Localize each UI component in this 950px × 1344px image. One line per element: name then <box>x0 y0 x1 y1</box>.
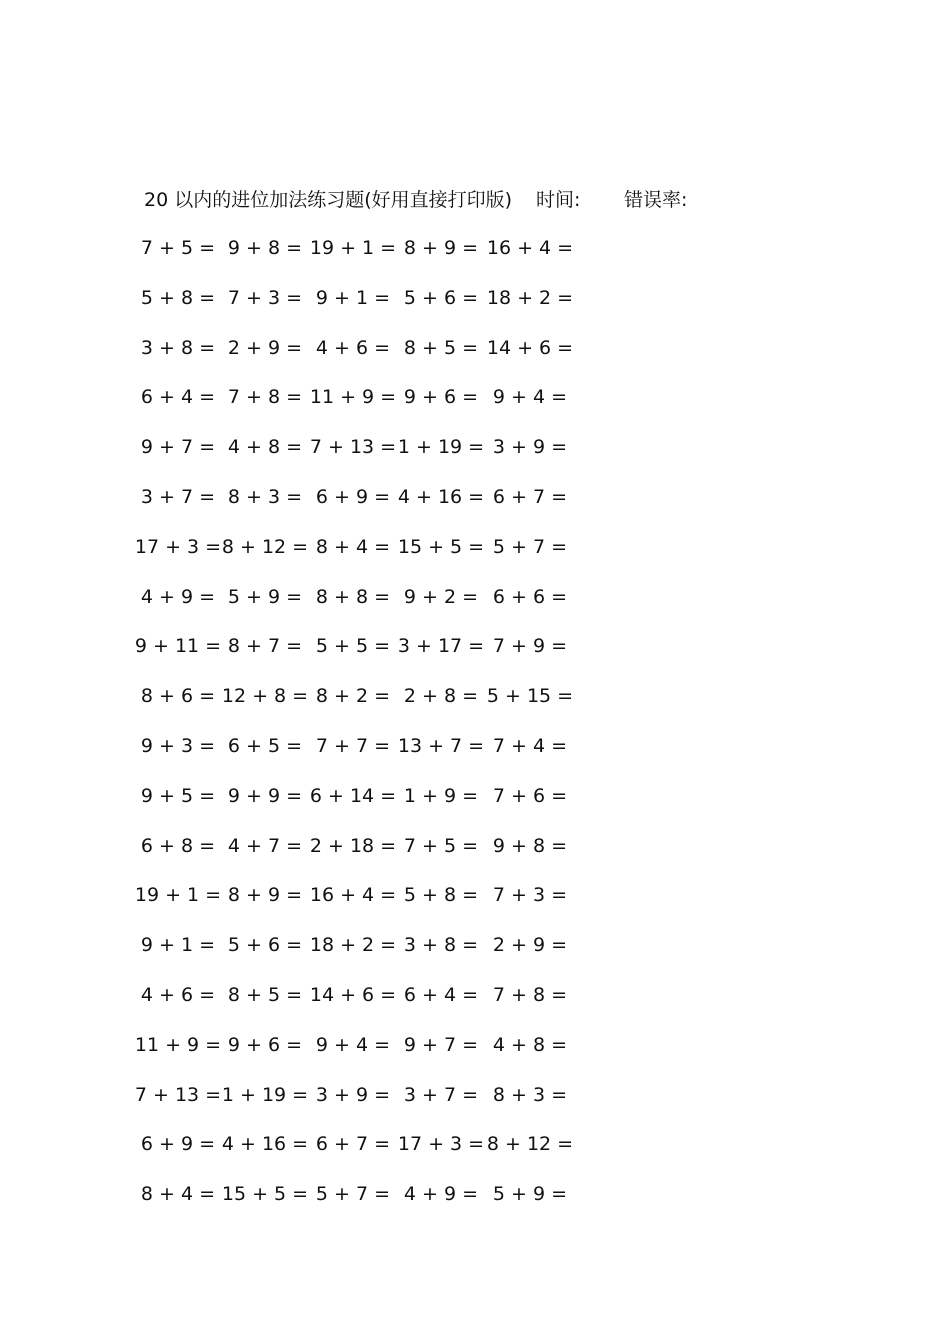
addition-problem: 5 + 8 = <box>403 884 479 907</box>
problem-row <box>0 631 950 661</box>
problem-row <box>0 1030 950 1060</box>
addition-problem: 4 + 16 = <box>397 486 485 508</box>
addition-problem: 8 + 4 = <box>140 1183 216 1206</box>
addition-problem: 7 + 9 = <box>492 635 568 658</box>
addition-problem: 5 + 7 = <box>492 535 568 558</box>
addition-problem: 14 + 6 = <box>309 984 397 1006</box>
addition-problem: 9 + 3 = <box>140 735 216 757</box>
addition-problem: 14 + 6 = <box>486 336 574 359</box>
addition-problem: 4 + 6 = <box>140 984 216 1006</box>
addition-problem: 5 + 7 = <box>315 1183 391 1206</box>
problem-row <box>0 233 950 263</box>
addition-problem: 8 + 12 = <box>221 535 309 558</box>
problem-row <box>0 482 950 512</box>
addition-problem: 9 + 2 = <box>403 585 479 608</box>
addition-problem: 9 + 6 = <box>227 1033 303 1056</box>
addition-problem: 12 + 8 = <box>221 685 309 708</box>
addition-problem: 5 + 9 = <box>492 1183 568 1206</box>
problem-row <box>0 382 950 412</box>
addition-problem: 4 + 8 = <box>492 1033 568 1056</box>
addition-problem: 16 + 4 = <box>486 237 574 259</box>
addition-problem: 17 + 3 = <box>134 535 222 558</box>
problem-row <box>0 432 950 462</box>
addition-problem: 7 + 5 = <box>140 237 216 259</box>
addition-problem: 7 + 8 = <box>492 984 568 1006</box>
worksheet-title: 20 以内的进位加法练习题(好用直接打印版) <box>144 189 513 211</box>
problem-row <box>0 532 950 562</box>
addition-problem: 8 + 5 = <box>403 336 479 359</box>
addition-problem: 6 + 7 = <box>492 486 568 508</box>
addition-problem: 6 + 9 = <box>140 1133 216 1156</box>
addition-problem: 8 + 3 = <box>492 1083 568 1106</box>
addition-problem: 8 + 3 = <box>227 486 303 508</box>
addition-problem: 8 + 12 = <box>486 1133 574 1156</box>
addition-problem: 7 + 6 = <box>492 784 568 807</box>
addition-problem: 2 + 8 = <box>403 685 479 708</box>
addition-problem: 5 + 6 = <box>227 934 303 957</box>
addition-problem: 15 + 5 = <box>221 1183 309 1206</box>
addition-problem: 9 + 6 = <box>403 386 479 409</box>
addition-problem: 1 + 9 = <box>403 784 479 807</box>
addition-problem: 9 + 7 = <box>403 1033 479 1056</box>
addition-problem: 6 + 4 = <box>140 386 216 409</box>
addition-problem: 3 + 8 = <box>140 336 216 359</box>
addition-problem: 9 + 7 = <box>140 436 216 459</box>
addition-problem: 8 + 5 = <box>227 984 303 1006</box>
problem-row <box>0 681 950 711</box>
problem-row <box>0 831 950 861</box>
addition-problem: 17 + 3 = <box>397 1133 485 1156</box>
addition-problem: 6 + 7 = <box>315 1133 391 1156</box>
addition-problem: 3 + 7 = <box>140 486 216 508</box>
addition-problem: 1 + 19 = <box>221 1083 309 1106</box>
addition-problem: 4 + 9 = <box>140 585 216 608</box>
addition-problem: 8 + 7 = <box>227 635 303 658</box>
addition-problem: 4 + 6 = <box>315 336 391 359</box>
addition-problem: 6 + 8 = <box>140 834 216 857</box>
addition-problem: 8 + 8 = <box>315 585 391 608</box>
time-label: 时间: <box>536 189 581 211</box>
addition-problem: 9 + 1 = <box>315 286 391 309</box>
addition-problem: 9 + 5 = <box>140 784 216 807</box>
addition-problem: 5 + 15 = <box>486 685 574 708</box>
addition-problem: 2 + 18 = <box>309 834 397 857</box>
addition-problem: 19 + 1 = <box>134 884 222 907</box>
addition-problem: 7 + 7 = <box>315 735 391 757</box>
addition-problem: 3 + 17 = <box>397 635 485 658</box>
addition-problem: 5 + 9 = <box>227 585 303 608</box>
addition-problem: 6 + 9 = <box>315 486 391 508</box>
addition-problem: 3 + 8 = <box>403 934 479 957</box>
addition-problem: 8 + 2 = <box>315 685 391 708</box>
problem-row <box>0 880 950 910</box>
addition-problem: 9 + 11 = <box>134 635 222 658</box>
addition-problem: 9 + 9 = <box>227 784 303 807</box>
addition-problem: 5 + 5 = <box>315 635 391 658</box>
addition-problem: 7 + 3 = <box>492 884 568 907</box>
addition-problem: 11 + 9 = <box>134 1033 222 1056</box>
addition-problem: 8 + 9 = <box>227 884 303 907</box>
addition-problem: 16 + 4 = <box>309 884 397 907</box>
addition-problem: 6 + 6 = <box>492 585 568 608</box>
addition-problem: 7 + 8 = <box>227 386 303 409</box>
addition-problem: 5 + 8 = <box>140 286 216 309</box>
problem-row <box>0 333 950 363</box>
addition-problem: 4 + 9 = <box>403 1183 479 1206</box>
addition-problem: 8 + 6 = <box>140 685 216 708</box>
addition-problem: 4 + 8 = <box>227 436 303 459</box>
problem-row <box>0 1129 950 1159</box>
addition-problem: 7 + 4 = <box>492 735 568 757</box>
addition-problem: 9 + 8 = <box>492 834 568 857</box>
addition-problem: 8 + 9 = <box>403 237 479 259</box>
problem-row <box>0 1080 950 1110</box>
problem-row <box>0 930 950 960</box>
error-rate-label: 错误率: <box>624 189 688 211</box>
addition-problem: 2 + 9 = <box>492 934 568 957</box>
problem-row <box>0 1179 950 1209</box>
addition-problem: 18 + 2 = <box>309 934 397 957</box>
addition-problem: 9 + 4 = <box>315 1033 391 1056</box>
addition-problem: 7 + 3 = <box>227 286 303 309</box>
addition-problem: 3 + 7 = <box>403 1083 479 1106</box>
addition-problem: 4 + 7 = <box>227 834 303 857</box>
problem-row <box>0 283 950 313</box>
addition-problem: 7 + 13 = <box>134 1083 222 1106</box>
addition-problem: 3 + 9 = <box>492 436 568 459</box>
problem-row <box>0 781 950 811</box>
problem-row <box>0 980 950 1010</box>
addition-problem: 11 + 9 = <box>309 386 397 409</box>
problem-row <box>0 582 950 612</box>
addition-problem: 7 + 13 = <box>309 436 397 459</box>
addition-problem: 7 + 5 = <box>403 834 479 857</box>
addition-problem: 9 + 8 = <box>227 237 303 259</box>
addition-problem: 19 + 1 = <box>309 237 397 259</box>
addition-problem: 3 + 9 = <box>315 1083 391 1106</box>
addition-problem: 1 + 19 = <box>397 436 485 459</box>
addition-problem: 13 + 7 = <box>397 735 485 757</box>
addition-problem: 15 + 5 = <box>397 535 485 558</box>
addition-problem: 2 + 9 = <box>227 336 303 359</box>
addition-problem: 18 + 2 = <box>486 286 574 309</box>
problem-row <box>0 731 950 761</box>
addition-problem: 6 + 4 = <box>403 984 479 1006</box>
addition-problem: 4 + 16 = <box>221 1133 309 1156</box>
addition-problem: 5 + 6 = <box>403 286 479 309</box>
addition-problem: 6 + 5 = <box>227 735 303 757</box>
addition-problem: 8 + 4 = <box>315 535 391 558</box>
addition-problem: 6 + 14 = <box>309 784 397 807</box>
addition-problem: 9 + 1 = <box>140 934 216 957</box>
addition-problem: 9 + 4 = <box>492 386 568 409</box>
